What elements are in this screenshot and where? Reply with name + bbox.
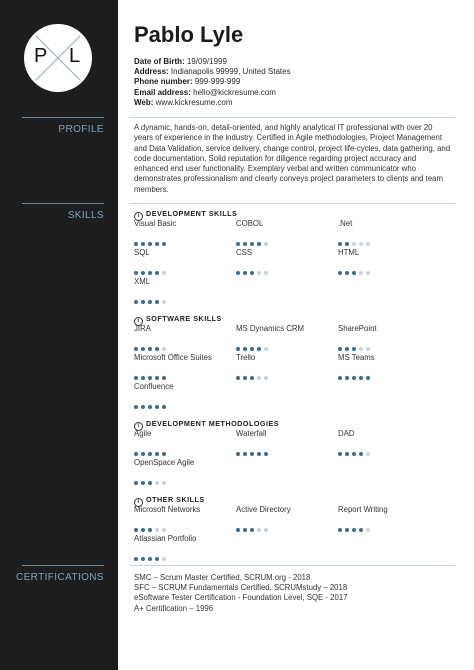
skill-item (134, 219, 234, 238)
skill-rating (134, 262, 234, 267)
rating-dot (134, 481, 138, 485)
skill-item (236, 324, 336, 343)
rating-dot (236, 452, 240, 456)
skill-rating (134, 396, 234, 401)
info-row (134, 67, 291, 77)
rating-dot (352, 528, 356, 532)
skill-item (236, 219, 336, 238)
info-icon: i (134, 317, 143, 326)
rating-dot (141, 376, 145, 380)
rating-dot (148, 528, 152, 532)
skill-rating (134, 548, 234, 553)
rating-dot (243, 452, 247, 456)
info-value: Indianapolis 99999, United States (170, 67, 291, 77)
skill-item (338, 219, 438, 238)
skill-name: HTML (338, 248, 360, 257)
rating-dot (352, 242, 356, 246)
rating-dot (162, 300, 166, 304)
skill-name: SQL (134, 248, 150, 257)
rating-dot (155, 300, 159, 304)
rating-dot (162, 557, 166, 561)
rating-dot (250, 528, 254, 532)
rating-dot (243, 528, 247, 532)
rating-dot (243, 376, 247, 380)
skill-item (134, 353, 234, 372)
skill-item (134, 277, 234, 296)
skill-item (236, 429, 336, 448)
rating-dot (162, 242, 166, 246)
rating-dot (359, 242, 363, 246)
skill-rating (236, 262, 336, 267)
certification-item: SFC – SCRUM Fundamentals Certified, SCRUMstudy – 2018 (134, 583, 348, 593)
rating-dot (243, 271, 247, 275)
avatar-initial-first: P (34, 45, 48, 67)
skill-rating (338, 443, 438, 448)
rating-dot (155, 242, 159, 246)
rating-dot (264, 242, 268, 246)
rating-dot (243, 347, 247, 351)
rating-dot (345, 271, 349, 275)
rating-dot (359, 271, 363, 275)
rating-dot (352, 271, 356, 275)
rating-dot (264, 452, 268, 456)
skill-rating (236, 519, 336, 524)
rating-dot (162, 528, 166, 532)
rating-dot (352, 376, 356, 380)
rating-dot (264, 528, 268, 532)
rating-dot (352, 347, 356, 351)
rating-dot (345, 376, 349, 380)
certification-item: eSoftware Tester Certification - Foundation Level, SQE - 2017 (134, 593, 348, 603)
rating-dot (148, 300, 152, 304)
skill-item (134, 248, 234, 267)
skill-name: Trello (236, 353, 256, 362)
skills-heading: SKILLS (67, 210, 104, 221)
rating-dot (366, 376, 370, 380)
info-label: Address: (134, 67, 169, 77)
skill-item (134, 505, 234, 524)
rating-dot (155, 452, 159, 456)
skill-name: Active Directory (236, 505, 291, 514)
rating-dot (141, 347, 145, 351)
rating-dot (162, 452, 166, 456)
rating-dot (148, 242, 152, 246)
skill-name: XML (134, 277, 151, 286)
info-value: www.kickresume.com (155, 97, 233, 107)
skill-name: Waterfall (236, 429, 267, 438)
rating-dot (345, 452, 349, 456)
rating-dot (141, 271, 145, 275)
rating-dot (236, 376, 240, 380)
rating-dot (257, 347, 261, 351)
skill-name: Report Writing (338, 505, 388, 514)
avatar (24, 24, 92, 92)
rating-dot (359, 376, 363, 380)
skills-rule (22, 203, 104, 204)
rating-dot (162, 481, 166, 485)
rating-dot (338, 242, 342, 246)
rating-dot (338, 376, 342, 380)
skill-name: Atlassian Portfolio (134, 534, 197, 543)
skill-item (338, 324, 438, 343)
rating-dot (264, 347, 268, 351)
rating-dot (236, 347, 240, 351)
profile-rule (22, 117, 104, 118)
rating-dot (345, 528, 349, 532)
rating-dot (134, 347, 138, 351)
rating-dot (148, 557, 152, 561)
skill-rating (338, 519, 438, 524)
info-label: Email address: (134, 87, 191, 97)
skill-name: OpenSpace Agile (134, 458, 195, 467)
rating-dot (250, 376, 254, 380)
rating-dot (250, 452, 254, 456)
rating-dot (141, 528, 145, 532)
skill-name: Confluence (134, 382, 174, 391)
rating-dot (338, 271, 342, 275)
rating-dot (352, 452, 356, 456)
rating-dot (155, 271, 159, 275)
skill-rating (134, 443, 234, 448)
skill-item (236, 248, 336, 267)
skill-name: Microsoft Networks (134, 505, 201, 514)
rating-dot (141, 452, 145, 456)
skill-rating (134, 291, 234, 296)
rating-dot (148, 376, 152, 380)
info-value: hello@kickresume.com (193, 87, 276, 97)
skill-rating (236, 338, 336, 343)
profile-heading: PROFILE (58, 124, 104, 135)
skill-rating (134, 338, 234, 343)
rating-dot (134, 528, 138, 532)
skill-rating (134, 519, 234, 524)
rating-dot (155, 376, 159, 380)
rating-dot (236, 271, 240, 275)
skill-item (338, 248, 438, 267)
info-icon: i (134, 498, 143, 507)
skill-rating (338, 367, 438, 372)
rating-dot (134, 405, 138, 409)
rating-dot (250, 271, 254, 275)
rating-dot (148, 271, 152, 275)
rating-dot (236, 528, 240, 532)
rating-dot (155, 347, 159, 351)
rating-dot (134, 300, 138, 304)
skills-divider (130, 203, 456, 204)
skill-item (134, 382, 234, 401)
skill-name: MS Dynamics CRM (236, 324, 305, 333)
skill-rating (236, 233, 336, 238)
skill-item (134, 534, 234, 553)
skill-item (134, 324, 234, 343)
skill-item (236, 505, 336, 524)
rating-dot (148, 452, 152, 456)
skill-item (338, 429, 438, 448)
rating-dot (162, 271, 166, 275)
rating-dot (345, 242, 349, 246)
info-label: Web: (134, 97, 154, 107)
info-row (134, 98, 291, 108)
rating-dot (243, 242, 247, 246)
skill-name: DAD (338, 429, 355, 438)
rating-dot (345, 347, 349, 351)
skill-name: MS Teams (338, 353, 375, 362)
rating-dot (264, 376, 268, 380)
rating-dot (162, 405, 166, 409)
rating-dot (366, 242, 370, 246)
skill-rating (236, 367, 336, 372)
personal-info (134, 57, 291, 108)
rating-dot (134, 376, 138, 380)
rating-dot (257, 242, 261, 246)
certifications-heading: CERTIFICATIONS (15, 572, 104, 583)
rating-dot (155, 405, 159, 409)
rating-dot (134, 242, 138, 246)
rating-dot (148, 481, 152, 485)
rating-dot (134, 557, 138, 561)
skill-rating (134, 233, 234, 238)
skill-name: SharePoint (338, 324, 377, 333)
info-value: 19/09/1999 (186, 57, 227, 66)
rating-dot (257, 452, 261, 456)
skill-name: .Net (338, 219, 353, 228)
skill-item (236, 353, 336, 372)
rating-dot (338, 452, 342, 456)
rating-dot (148, 405, 152, 409)
skill-name: COBOL (236, 219, 264, 228)
profile-divider (130, 117, 456, 118)
sidebar (0, 0, 118, 670)
skill-name: JIRA (134, 324, 151, 333)
skill-name: CSS (236, 248, 253, 257)
certifications-list (134, 573, 348, 614)
rating-dot (141, 481, 145, 485)
rating-dot (250, 347, 254, 351)
info-icon: i (134, 422, 143, 431)
rating-dot (236, 242, 240, 246)
avatar-initial-last: L (69, 45, 81, 67)
rating-dot (257, 376, 261, 380)
info-row (134, 77, 291, 87)
rating-dot (250, 242, 254, 246)
rating-dot (155, 557, 159, 561)
rating-dot (359, 528, 363, 532)
rating-dot (155, 528, 159, 532)
skill-name: Visual Basic (134, 219, 177, 228)
profile-summary: A dynamic, hands-on, detail-oriented, and highly analytical IT professional with over 20 years of experience in the industry. Certified in Agile methodologies, Project Management and Data Validation, service delivery, change control, project life-cycles, data gathering, and code documentation. Solid reputation for diligence regarding project accuracy and enhanced end user functionality. Exemplary verbal and written communicator who demonstrates professionalism and clearly conveys project parameters to clients and team members. (134, 123, 451, 194)
rating-dot (359, 452, 363, 456)
info-icon: i (134, 212, 143, 221)
rating-dot (264, 271, 268, 275)
rating-dot (148, 347, 152, 351)
info-label: Date of Birth: (134, 57, 185, 66)
skill-category-title: i DEVELOPMENT SKILLS (134, 209, 237, 221)
skill-rating (338, 233, 438, 238)
rating-dot (141, 405, 145, 409)
rating-dot (162, 376, 166, 380)
rating-dot (366, 271, 370, 275)
skill-item (338, 353, 438, 372)
rating-dot (134, 271, 138, 275)
info-label: Phone number: (134, 77, 193, 87)
info-row (134, 88, 291, 98)
skill-category-title: i SOFTWARE SKILLS (134, 314, 222, 326)
skill-rating (236, 443, 336, 448)
rating-dot (162, 347, 166, 351)
skill-rating (134, 367, 234, 372)
skill-item (134, 429, 234, 448)
certification-item: A+ Certification – 1996 (134, 603, 214, 613)
skill-category-title: i DEVELOPMENT METHODOLOGIES (134, 419, 279, 431)
rating-dot (366, 452, 370, 456)
certification-item: SMC – Scrum Master Certified, SCRUM.org - 2018 (134, 573, 311, 582)
rating-dot (141, 242, 145, 246)
skill-item (134, 458, 234, 477)
info-row (134, 57, 291, 67)
rating-dot (338, 347, 342, 351)
candidate-name: Pablo Lyle (134, 22, 244, 47)
rating-dot (366, 528, 370, 532)
rating-dot (141, 557, 145, 561)
certifications-divider (130, 565, 456, 566)
rating-dot (134, 452, 138, 456)
info-value: 999-999-999 (194, 77, 241, 87)
skill-category-title: i OTHER SKILLS (134, 495, 205, 507)
skill-item (338, 505, 438, 524)
rating-dot (257, 528, 261, 532)
rating-dot (366, 347, 370, 351)
rating-dot (155, 481, 159, 485)
skill-rating (338, 338, 438, 343)
skill-rating (338, 262, 438, 267)
certifications-rule (22, 565, 104, 566)
skill-name: Agile (134, 429, 152, 438)
rating-dot (141, 300, 145, 304)
skill-rating (134, 472, 234, 477)
skill-name: Microsoft Office Suites (134, 353, 212, 362)
rating-dot (359, 347, 363, 351)
rating-dot (338, 528, 342, 532)
rating-dot (257, 271, 261, 275)
